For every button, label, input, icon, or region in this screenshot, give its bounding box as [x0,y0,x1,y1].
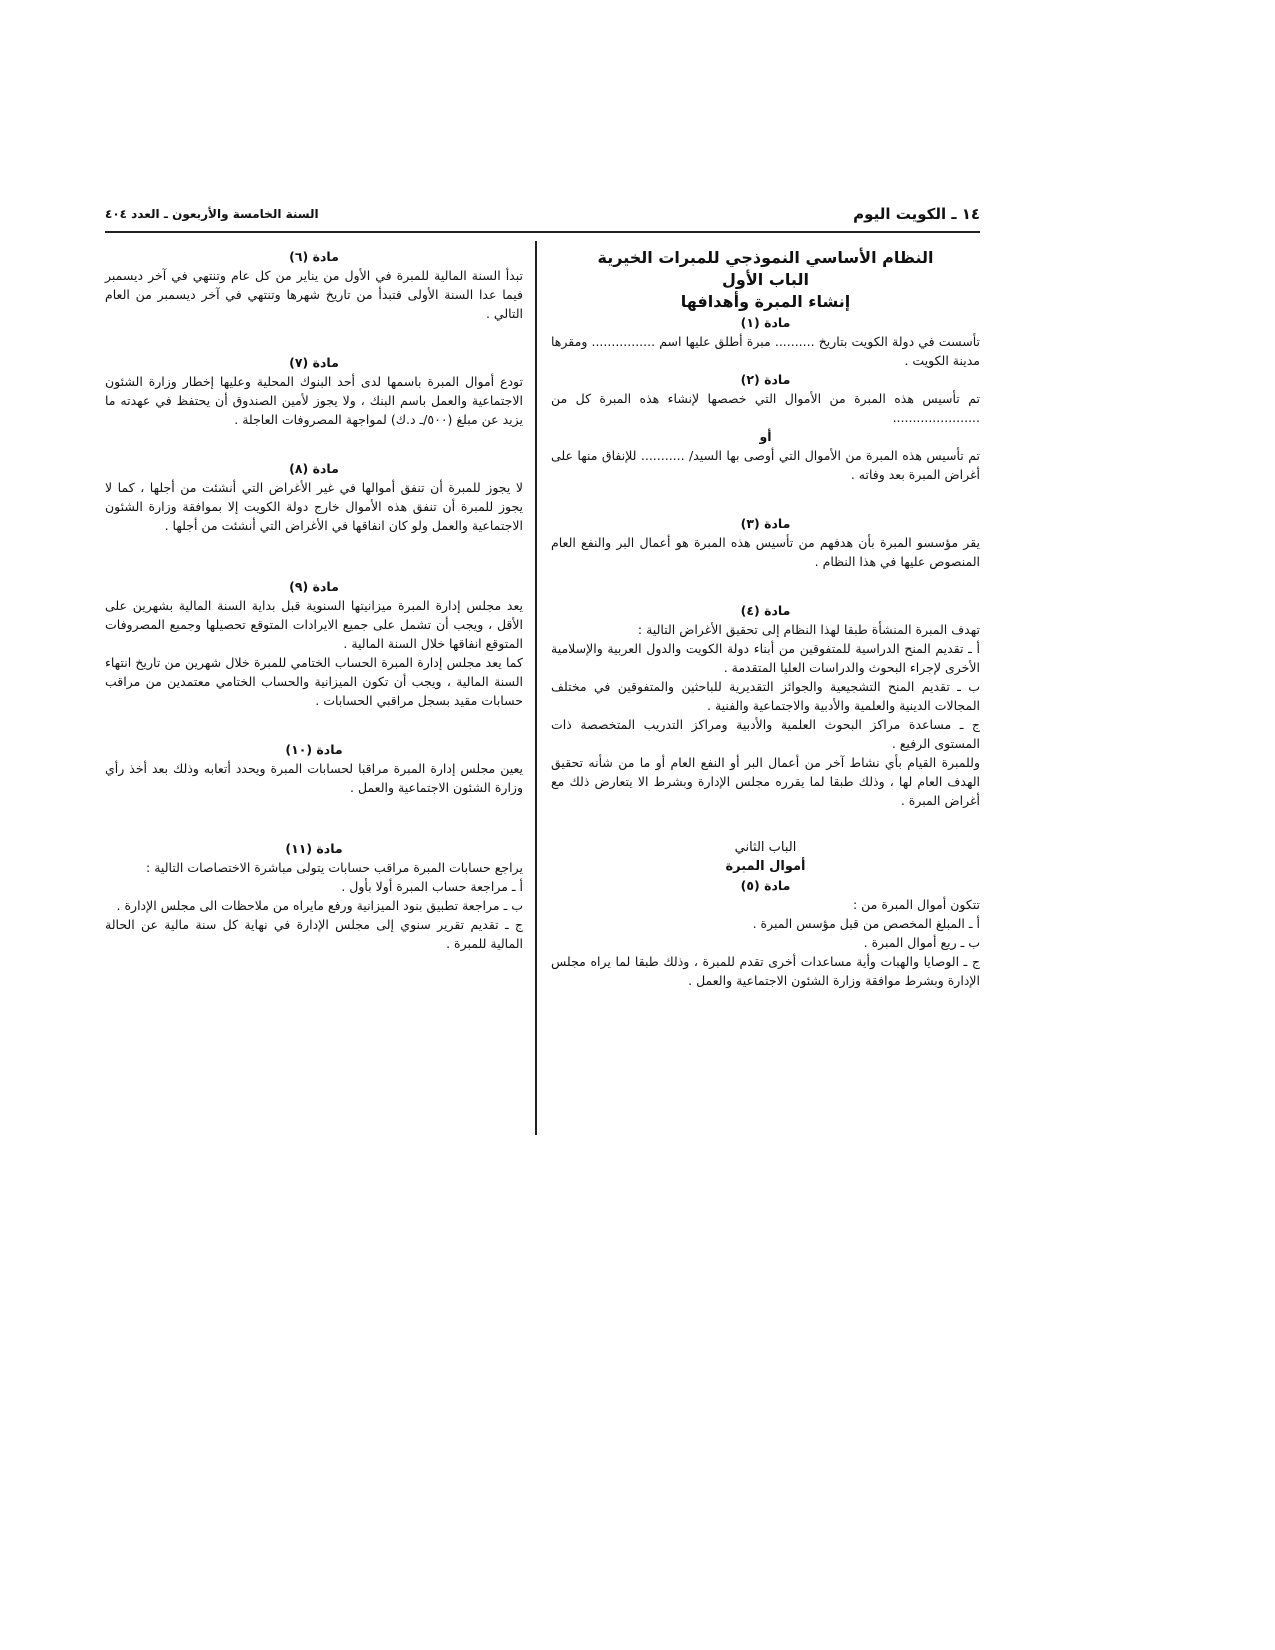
article-text: تودع أموال المبرة باسمها لدى أحد البنوك المحلية وعليها إخطار وزارة الشئون الاجتماعية والعمل باسم البنك ، ولا يجوز لأمين الصندوق أن يحتفظ في عهدته ما يزيد عن مبلغ (٥٠٠/ـ د.ك) لمواجهة المصروفات العاجلة . [105,374,523,427]
article-heading: مادة (٥) [740,878,791,893]
article-heading: مادة (٨) [289,461,339,476]
article-heading: مادة (٣) [740,516,791,531]
article-text: كما يعد مجلس إدارة المبرة الحساب الختامي للمبرة خلال شهرين من تاريخ انتهاء السنة المالية ، ويجب أن تكون الميزانية والحساب الختامي معتمدين من مراقب حسابات مقيد بسجل مراقبي الحسابات . [105,655,523,708]
article-heading: مادة (١٠) [285,742,343,757]
article-text: يراجع حسابات المبرة مراقب حسابات يتولى مباشرة الاختصاصات التالية : [146,860,523,875]
article-text: تتكون أموال المبرة من : [852,897,980,912]
article-text: تم تأسيس هذه المبرة من الأموال التي خصصها لإنشاء هذه المبرة كل من ...................... [551,391,980,425]
article-heading: مادة (٧) [289,355,339,370]
article-text: لا يجوز للمبرة أن تنفق أموالها في غير الأغراض التي أنشئت من أجلها ، كما لا يجوز للمبرة أن تنفق هذه الأموال خارج دولة الكويت إلا بموافقة وزارة الشئون الاجتماعية والعمل ولو كان انفاقها في الأغراض التي أنشئت من أجلها . [105,480,523,533]
article-heading: مادة (٩) [289,579,339,594]
list-item: أ ـ تقديم المنح الدراسية للمتفوقين من أبناء دولة الكويت والدول العربية والإسلامية الأخرى لإجراء البحوث والدراسات العليا المتقدمة . [551,641,980,675]
gazette-page [105,205,980,1135]
article-text: يعد مجلس إدارة المبرة ميزانيتها السنوية قبل بداية السنة المالية بشهرين على الأقل ، ويجب أن تشمل على جميع الايرادات المتوقع تحصيلها وجميع المصروفات المتوقع انفاقها خلال السنة المالية . [105,598,523,651]
chapter-title: أموال المبرة [725,859,806,874]
list-item: ب ـ تقديم المنح التشجيعية والجوائز التقديرية للباحثين والمتفوقين في مختلف المجالات الدينية والعلمية والأدبية والاجتماعية والفنية . [551,679,980,713]
article-heading: مادة (١) [740,315,791,330]
column-divider [535,241,537,1135]
right-column [551,247,980,990]
article-text: وللمبرة القيام بأي نشاط آخر من أعمال البر أو النفع العام أو ما من شأنه تحقيق الهدف العام لها ، وذلك طبقا لما يقرره مجلس الإدارة وبشرط الا يتعارض ذلك مع أغراض المبرة . [551,755,980,808]
list-item: ب ـ ريع أموال المبرة . [863,935,980,950]
article-heading: مادة (٦) [289,249,339,264]
article-text: تبدأ السنة المالية للمبرة في الأول من يناير من كل عام وتنتهي في آخر ديسمبر فيما عدا السنة الأولى فتبدأ من تاريخ شهرها وتنتهي في آخر ديسمبر من العام التالي . [105,268,523,321]
list-item: أ ـ المبلغ المخصص من قبل مؤسس المبرة . [752,916,980,931]
article-heading: مادة (١١) [285,841,343,856]
article-text: تم تأسيس هذه المبرة من الأموال التي أوصى بها السيد/ ........... للإنفاق منها على أغراض المبرة بعد وفاته . [551,448,980,482]
list-item: أ ـ مراجعة حساب المبرة أولا بأول . [341,879,523,894]
page-header [105,205,980,233]
left-column [105,247,523,953]
issue-label: السنة الخامسة والأربعون ـ العدد ٤٠٤ [105,207,319,221]
article-heading: مادة (٤) [740,603,791,618]
article-text: تهدف المبرة المنشأة طبقا لهذا النظام إلى تحقيق الأغراض التالية : [637,622,980,637]
chapter-heading: الباب الثاني [734,840,797,855]
article-text: يقر مؤسسو المبرة بأن هدفهم من تأسيس هذه المبرة هو أعمال البر والنفع العام المنصوص عليها في هذا النظام . [551,535,980,569]
page-label: ١٤ ـ الكويت اليوم [853,205,980,223]
article-text: تأسست في دولة الكويت بتاريخ .......... مبرة أطلق عليها اسم ................ ومقرها مدينة الكويت . [551,334,980,368]
article-text: يعين مجلس إدارة المبرة مراقبا لحسابات المبرة ويحدد أتعابه وذلك بعد أخذ رأي وزارة الشئون الاجتماعية والعمل . [105,761,523,795]
document-title: النظام الأساسي النموذجي للمبرات الخيرية [597,248,934,267]
or-label: أو [759,429,772,444]
list-item: ب ـ مراجعة تطبيق بنود الميزانية ورفع مايراه من ملاحظات الى مجلس الإدارة . [116,898,523,913]
chapter-heading: الباب الأول [722,270,809,289]
chapter-title: إنشاء المبرة وأهدافها [680,292,851,311]
list-item: ج ـ الوصايا والهبات وأية مساعدات أخرى تقدم للمبرة ، وذلك طبقا لما يراه مجلس الإدارة وبشرط موافقة وزارة الشئون الاجتماعية والعمل . [551,954,980,988]
list-item: ج ـ تقديم تقرير سنوي إلى مجلس الإدارة في نهاية كل سنة مالية عن الحالة المالية للمبرة . [105,917,523,951]
article-heading: مادة (٢) [740,372,791,387]
list-item: ج ـ مساعدة مراكز البحوث العلمية والأدبية ومراكز التدريب المتخصصة ذات المستوى الرفيع . [551,717,980,751]
